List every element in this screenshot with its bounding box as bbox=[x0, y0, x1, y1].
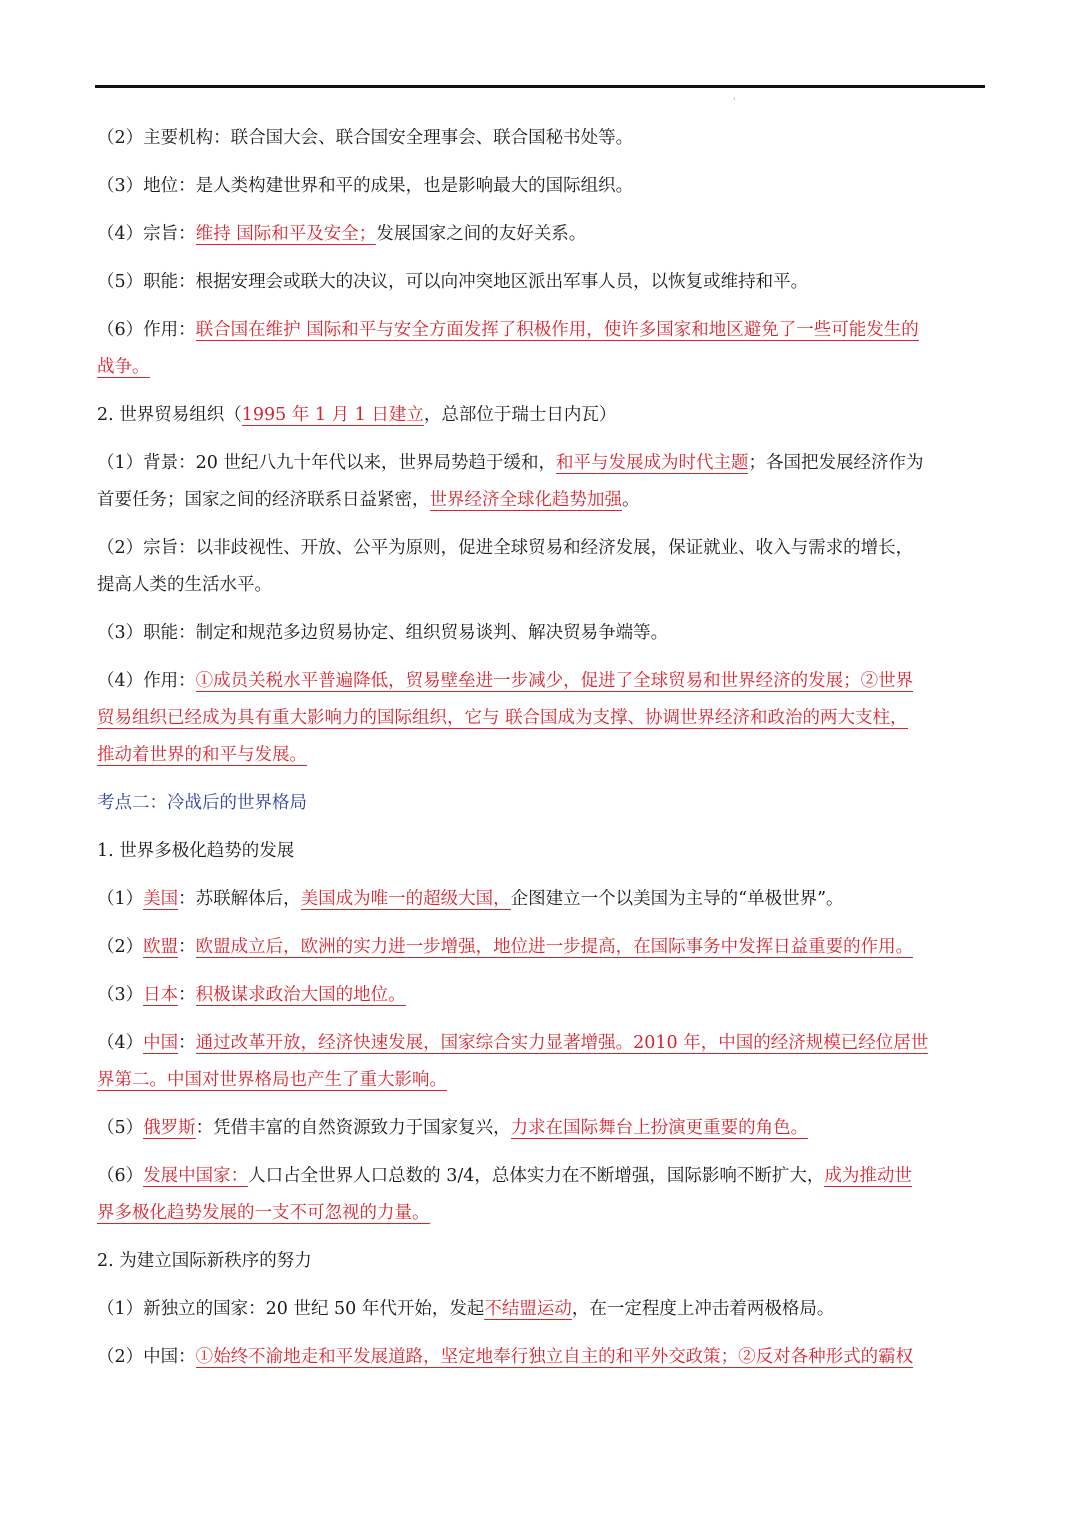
highlighted-key-point: 1995 年 1 月 1 日建立 bbox=[241, 405, 424, 425]
highlighted-key-point: 日本 bbox=[143, 985, 179, 1005]
body-text: 。 bbox=[622, 490, 640, 510]
text-line bbox=[97, 1062, 985, 1099]
highlighted-key-point: 积极谋求政治大国的地位。 bbox=[195, 985, 406, 1005]
body-text: （1）新独立的国家：20 世纪 50 年代开始，发起 bbox=[97, 1299, 485, 1319]
highlighted-key-point: 贸易组织已经成为具有重大影响力的国际组织，它与 联合国成为支撑、协调世界经济和政治的两大支柱， bbox=[97, 708, 908, 728]
highlighted-key-point: 成为推动世 bbox=[824, 1166, 912, 1186]
text-line bbox=[97, 1339, 985, 1376]
body-text: （3） bbox=[97, 985, 144, 1005]
header-rule bbox=[95, 85, 985, 88]
body-text: （6） bbox=[97, 1166, 144, 1186]
body-text: （2）宗旨：以非歧视性、开放、公平为原则，促进全球贸易和经济发展，保证就业、收入与需求的增长， bbox=[97, 538, 914, 558]
text-line bbox=[97, 1158, 985, 1195]
highlighted-key-point: 美国 bbox=[143, 889, 179, 909]
text-line bbox=[97, 785, 985, 822]
highlighted-key-point: 欧盟 bbox=[143, 937, 179, 957]
text-line bbox=[97, 264, 985, 301]
highlighted-key-point: 联合国在维护 国际和平与安全方面发挥了积极作用，使许多国家和地区避免了一些可能发生的 bbox=[195, 320, 919, 340]
text-line bbox=[97, 700, 985, 737]
highlighted-key-point: 界多极化趋势发展的一支不可忽视的力量。 bbox=[97, 1203, 430, 1223]
text-line bbox=[97, 663, 985, 700]
body-text: （2）主要机构：联合国大会、联合国安全理事会、联合国秘书处等。 bbox=[97, 128, 634, 148]
text-line bbox=[97, 397, 985, 434]
highlighted-key-point: 和平与发展成为时代主题 bbox=[555, 453, 749, 473]
body-text: 2. 世界贸易组织（ bbox=[97, 405, 242, 425]
body-text: ，总部位于瑞士日内瓦） bbox=[423, 405, 617, 425]
highlighted-key-point: 维持 国际和平及安全； bbox=[195, 224, 377, 244]
body-text: （5）职能：根据安理会或联大的决议，可以向冲突地区派出军事人员，以恢复或维持和平。 bbox=[97, 272, 809, 292]
body-text: （4）宗旨： bbox=[97, 224, 196, 244]
text-line bbox=[97, 833, 985, 870]
text-line bbox=[97, 929, 985, 966]
text-line bbox=[97, 737, 985, 774]
body-text: ： bbox=[178, 985, 196, 1005]
text-line bbox=[97, 881, 985, 918]
body-text: （3）职能：制定和规范多边贸易协定、组织贸易谈判、解决贸易争端等。 bbox=[97, 623, 669, 643]
highlighted-key-point: 力求在国际舞台上扮演更重要的角色。 bbox=[510, 1118, 809, 1138]
highlighted-key-point: 通过改革开放，经济快速发展，国家综合实力显著增强。2010 年，中国的经济规模已经位居世 bbox=[195, 1033, 929, 1053]
text-line bbox=[97, 567, 985, 604]
document-body bbox=[97, 120, 985, 1376]
body-text: ，在一定程度上冲击着两极格局。 bbox=[571, 1299, 835, 1319]
text-line bbox=[97, 1195, 985, 1232]
highlighted-key-point: 发展中国家： bbox=[143, 1166, 249, 1186]
highlighted-key-point: ①始终不渝地走和平发展道路，坚定地奉行独立自主的和平外交政策；②反对各种形式的霸权 bbox=[195, 1347, 914, 1367]
body-text: （4） bbox=[97, 1033, 144, 1053]
text-line bbox=[97, 1025, 985, 1062]
highlighted-key-point: 俄罗斯 bbox=[143, 1118, 196, 1138]
body-text: （2） bbox=[97, 937, 144, 957]
body-text: 发展国家之间的友好关系。 bbox=[376, 224, 587, 244]
highlighted-key-point: 不结盟运动 bbox=[484, 1299, 572, 1319]
body-text: 企图建立一个以美国为主导的“单极世界”。 bbox=[510, 889, 844, 909]
body-text: ：苏联解体后， bbox=[178, 889, 301, 909]
body-text: （1）背景：20 世纪八九十年代以来，世界局势趋于缓和， bbox=[97, 453, 556, 473]
highlighted-key-point: 世界经济全球化趋势加强 bbox=[429, 490, 622, 510]
text-line bbox=[97, 977, 985, 1014]
body-text: ；各国把发展经济作为 bbox=[748, 453, 924, 473]
text-line bbox=[97, 216, 985, 253]
body-text: ： bbox=[178, 1033, 196, 1053]
body-text: （3）地位：是人类构建世界和平的成果，也是影响最大的国际组织。 bbox=[97, 176, 634, 196]
body-text: 1. 世界多极化趋势的发展 bbox=[97, 841, 295, 861]
highlighted-key-point: 中国 bbox=[143, 1033, 179, 1053]
highlighted-key-point: 美国成为唯一的超级大国， bbox=[300, 889, 511, 909]
body-text: 人口占全世界人口总数的 3/4，总体实力在不断增强，国际影响不断扩大， bbox=[248, 1166, 825, 1186]
text-line bbox=[97, 530, 985, 567]
body-text: （4）作用： bbox=[97, 671, 196, 691]
body-text: ：凭借丰富的自然资源致力于国家复兴， bbox=[195, 1118, 511, 1138]
text-line bbox=[97, 1110, 985, 1147]
body-text: 提高人类的生活水平。 bbox=[97, 575, 272, 595]
text-line bbox=[97, 615, 985, 652]
text-line bbox=[97, 168, 985, 205]
text-line bbox=[97, 312, 985, 349]
section-heading: 考点二：冷战后的世界格局 bbox=[97, 793, 307, 813]
text-line bbox=[97, 349, 985, 386]
highlighted-key-point: 欧盟成立后，欧洲的实力进一步增强，地位进一步提高，在国际事务中发挥日益重要的作用。 bbox=[195, 937, 914, 957]
body-text: （5） bbox=[97, 1118, 144, 1138]
text-line bbox=[97, 1243, 985, 1280]
text-line bbox=[97, 120, 985, 157]
header-mark: ' bbox=[733, 97, 736, 107]
body-text: （2）中国： bbox=[97, 1347, 196, 1367]
body-text: （6）作用： bbox=[97, 320, 196, 340]
body-text: 首要任务；国家之间的经济联系日益紧密， bbox=[97, 490, 430, 510]
highlighted-key-point: 界第二。中国对世界格局也产生了重大影响。 bbox=[97, 1070, 447, 1090]
body-text: （1） bbox=[97, 889, 144, 909]
text-line bbox=[97, 1291, 985, 1328]
body-text: 2. 为建立国际新秩序的努力 bbox=[97, 1251, 312, 1271]
body-text: ： bbox=[178, 937, 196, 957]
text-line bbox=[97, 482, 985, 519]
text-line bbox=[97, 445, 985, 482]
highlighted-key-point: 推动着世界的和平与发展。 bbox=[97, 745, 307, 765]
highlighted-key-point: ①成员关税水平普遍降低，贸易壁垒进一步减少，促进了全球贸易和世界经济的发展；②世界 bbox=[195, 671, 914, 691]
highlighted-key-point: 战争。 bbox=[97, 357, 150, 377]
